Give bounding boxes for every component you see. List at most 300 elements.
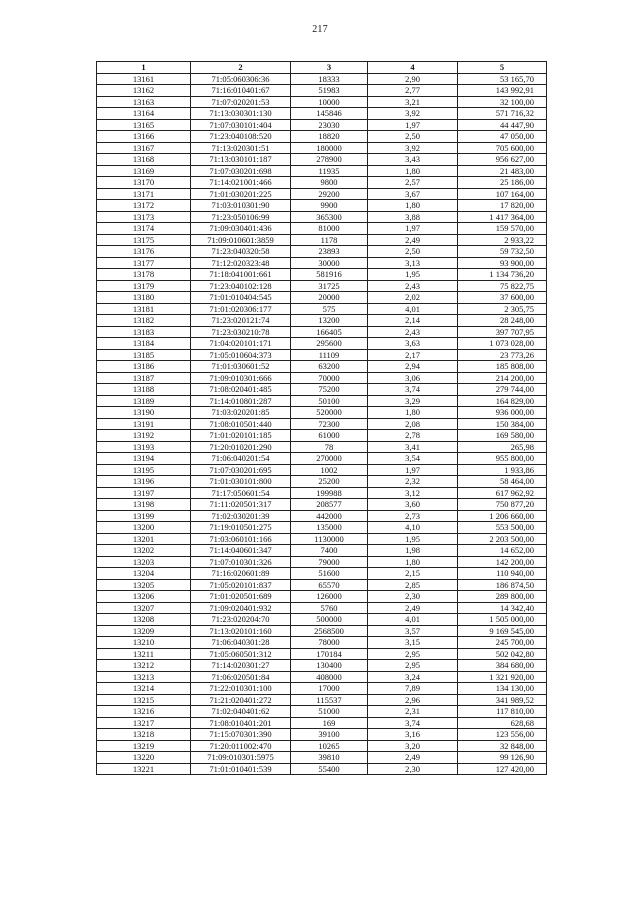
table-row bbox=[97, 395, 547, 407]
amount-cell: 502 042,80 bbox=[458, 648, 547, 660]
amount-cell: 265,98 bbox=[458, 441, 547, 453]
rate-cell: 2,31 bbox=[368, 706, 458, 718]
cadastral-number-cell: 71:09:020401:932 bbox=[191, 602, 291, 614]
area-cell: 30000 bbox=[291, 257, 368, 269]
table-row bbox=[97, 165, 547, 177]
cadastral-number-cell: 71:23:050106:99 bbox=[191, 211, 291, 223]
rate-cell: 3,15 bbox=[368, 637, 458, 649]
row-number-cell: 13169 bbox=[97, 165, 191, 177]
cadastral-number-cell: 71:01:020306:177 bbox=[191, 303, 291, 315]
rate-cell: 2,95 bbox=[368, 648, 458, 660]
cadastral-number-cell: 71:06:040301:28 bbox=[191, 637, 291, 649]
row-number-cell: 13181 bbox=[97, 303, 191, 315]
row-number-cell: 13201 bbox=[97, 533, 191, 545]
rate-cell: 1,97 bbox=[368, 223, 458, 235]
amount-cell: 245 700,00 bbox=[458, 637, 547, 649]
area-cell: 51000 bbox=[291, 706, 368, 718]
row-number-cell: 13167 bbox=[97, 142, 191, 154]
area-cell: 5760 bbox=[291, 602, 368, 614]
rate-cell: 2,32 bbox=[368, 476, 458, 488]
amount-cell: 214 200,00 bbox=[458, 372, 547, 384]
cadastral-number-cell: 71:13:020301:51 bbox=[191, 142, 291, 154]
row-number-cell: 13173 bbox=[97, 211, 191, 223]
amount-cell: 150 384,00 bbox=[458, 418, 547, 430]
row-number-cell: 13202 bbox=[97, 545, 191, 557]
area-cell: 9900 bbox=[291, 200, 368, 212]
rate-cell: 3,60 bbox=[368, 499, 458, 511]
table-row bbox=[97, 487, 547, 499]
cadastral-number-cell: 71:01:020501:689 bbox=[191, 591, 291, 603]
row-number-cell: 13165 bbox=[97, 119, 191, 131]
cadastral-number-cell: 71:01:020101:185 bbox=[191, 430, 291, 442]
cadastral-number-cell: 71:19:010501:275 bbox=[191, 522, 291, 534]
amount-cell: 750 877,20 bbox=[458, 499, 547, 511]
table-row bbox=[97, 545, 547, 557]
amount-cell: 1 073 028,00 bbox=[458, 338, 547, 350]
amount-cell: 9 169 545,00 bbox=[458, 625, 547, 637]
table-row bbox=[97, 614, 547, 626]
row-number-cell: 13196 bbox=[97, 476, 191, 488]
cadastral-number-cell: 71:11:020501:317 bbox=[191, 499, 291, 511]
area-cell: 1178 bbox=[291, 234, 368, 246]
area-cell: 55400 bbox=[291, 763, 368, 775]
area-cell: 9800 bbox=[291, 177, 368, 189]
amount-cell: 123 556,00 bbox=[458, 729, 547, 741]
table-row bbox=[97, 499, 547, 511]
row-number-cell: 13178 bbox=[97, 269, 191, 281]
table-row bbox=[97, 246, 547, 258]
rate-cell: 2,49 bbox=[368, 234, 458, 246]
amount-cell: 21 483,00 bbox=[458, 165, 547, 177]
amount-cell: 75 822,75 bbox=[458, 280, 547, 292]
cadastral-number-cell: 71:23:040108:520 bbox=[191, 131, 291, 143]
rate-cell: 1,97 bbox=[368, 119, 458, 131]
table-row bbox=[97, 625, 547, 637]
area-cell: 81000 bbox=[291, 223, 368, 235]
amount-cell: 44 447,90 bbox=[458, 119, 547, 131]
rate-cell: 1,97 bbox=[368, 464, 458, 476]
area-cell: 1130000 bbox=[291, 533, 368, 545]
cadastral-number-cell: 71:18:041001:661 bbox=[191, 269, 291, 281]
row-number-cell: 13215 bbox=[97, 694, 191, 706]
cadastral-number-cell: 71:08:010401:201 bbox=[191, 717, 291, 729]
table-row bbox=[97, 96, 547, 108]
area-cell: 23030 bbox=[291, 119, 368, 131]
row-number-cell: 13206 bbox=[97, 591, 191, 603]
rate-cell: 2,30 bbox=[368, 763, 458, 775]
row-number-cell: 13192 bbox=[97, 430, 191, 442]
column-header: 4 bbox=[368, 62, 458, 74]
rate-cell: 3,41 bbox=[368, 441, 458, 453]
row-number-cell: 13190 bbox=[97, 407, 191, 419]
amount-cell: 397 707,95 bbox=[458, 326, 547, 338]
row-number-cell: 13162 bbox=[97, 85, 191, 97]
rate-cell: 2,02 bbox=[368, 292, 458, 304]
row-number-cell: 13184 bbox=[97, 338, 191, 350]
rate-cell: 1,95 bbox=[368, 269, 458, 281]
area-cell: 365300 bbox=[291, 211, 368, 223]
parcel-table bbox=[96, 61, 547, 775]
amount-cell: 142 200,00 bbox=[458, 556, 547, 568]
row-number-cell: 13210 bbox=[97, 637, 191, 649]
cadastral-number-cell: 71:09:010301:5975 bbox=[191, 752, 291, 764]
table-row bbox=[97, 108, 547, 120]
cadastral-number-cell: 71:07:010301:326 bbox=[191, 556, 291, 568]
amount-cell: 25 186,00 bbox=[458, 177, 547, 189]
area-cell: 72300 bbox=[291, 418, 368, 430]
amount-cell: 32 100,00 bbox=[458, 96, 547, 108]
cadastral-number-cell: 71:22:010301:100 bbox=[191, 683, 291, 695]
amount-cell: 279 744,00 bbox=[458, 384, 547, 396]
cadastral-number-cell: 71:16:020601:89 bbox=[191, 568, 291, 580]
table-row bbox=[97, 349, 547, 361]
amount-cell: 185 808,00 bbox=[458, 361, 547, 373]
area-cell: 51600 bbox=[291, 568, 368, 580]
rate-cell: 3,43 bbox=[368, 154, 458, 166]
row-number-cell: 13163 bbox=[97, 96, 191, 108]
table-row bbox=[97, 154, 547, 166]
rate-cell: 4,01 bbox=[368, 614, 458, 626]
cadastral-number-cell: 71:07:030101:404 bbox=[191, 119, 291, 131]
cadastral-number-cell: 71:06:040201:54 bbox=[191, 453, 291, 465]
cadastral-number-cell: 71:04:020101:171 bbox=[191, 338, 291, 350]
table-row bbox=[97, 441, 547, 453]
area-cell: 270000 bbox=[291, 453, 368, 465]
rate-cell: 3,54 bbox=[368, 453, 458, 465]
rate-cell: 3,13 bbox=[368, 257, 458, 269]
row-number-cell: 13207 bbox=[97, 602, 191, 614]
table-row bbox=[97, 717, 547, 729]
amount-cell: 99 126,90 bbox=[458, 752, 547, 764]
area-cell: 278900 bbox=[291, 154, 368, 166]
row-number-cell: 13185 bbox=[97, 349, 191, 361]
row-number-cell: 13182 bbox=[97, 315, 191, 327]
amount-cell: 110 940,00 bbox=[458, 568, 547, 580]
amount-cell: 164 829,00 bbox=[458, 395, 547, 407]
table-row bbox=[97, 556, 547, 568]
row-number-cell: 13189 bbox=[97, 395, 191, 407]
area-cell: 70000 bbox=[291, 372, 368, 384]
rate-cell: 2,73 bbox=[368, 510, 458, 522]
table-row bbox=[97, 637, 547, 649]
row-number-cell: 13168 bbox=[97, 154, 191, 166]
amount-cell: 341 989,52 bbox=[458, 694, 547, 706]
cadastral-number-cell: 71:23:020121:74 bbox=[191, 315, 291, 327]
area-cell: 581916 bbox=[291, 269, 368, 281]
row-number-cell: 13176 bbox=[97, 246, 191, 258]
cadastral-number-cell: 71:01:030101:800 bbox=[191, 476, 291, 488]
rate-cell: 3,74 bbox=[368, 384, 458, 396]
amount-cell: 134 130,00 bbox=[458, 683, 547, 695]
area-cell: 166405 bbox=[291, 326, 368, 338]
table-row bbox=[97, 568, 547, 580]
table-row bbox=[97, 430, 547, 442]
area-cell: 208577 bbox=[291, 499, 368, 511]
area-cell: 500000 bbox=[291, 614, 368, 626]
table-row bbox=[97, 73, 547, 85]
rate-cell: 3,92 bbox=[368, 142, 458, 154]
area-cell: 11109 bbox=[291, 349, 368, 361]
cadastral-number-cell: 71:13:020101:160 bbox=[191, 625, 291, 637]
row-number-cell: 13193 bbox=[97, 441, 191, 453]
cadastral-number-cell: 71:01:010401:539 bbox=[191, 763, 291, 775]
amount-cell: 2 933,22 bbox=[458, 234, 547, 246]
rate-cell: 3,88 bbox=[368, 211, 458, 223]
area-cell: 135000 bbox=[291, 522, 368, 534]
table-row bbox=[97, 453, 547, 465]
rate-cell: 2,85 bbox=[368, 579, 458, 591]
amount-cell: 1 933,86 bbox=[458, 464, 547, 476]
row-number-cell: 13170 bbox=[97, 177, 191, 189]
cadastral-number-cell: 71:05:060306:36 bbox=[191, 73, 291, 85]
cadastral-number-cell: 71:23:030210:78 bbox=[191, 326, 291, 338]
row-number-cell: 13188 bbox=[97, 384, 191, 396]
table-row bbox=[97, 683, 547, 695]
rate-cell: 2,94 bbox=[368, 361, 458, 373]
cadastral-number-cell: 71:17:050601:54 bbox=[191, 487, 291, 499]
row-number-cell: 13177 bbox=[97, 257, 191, 269]
cadastral-number-cell: 71:07:030201:695 bbox=[191, 464, 291, 476]
amount-cell: 23 773,26 bbox=[458, 349, 547, 361]
row-number-cell: 13166 bbox=[97, 131, 191, 143]
table-row bbox=[97, 752, 547, 764]
cadastral-number-cell: 71:20:011002:470 bbox=[191, 740, 291, 752]
area-cell: 10265 bbox=[291, 740, 368, 752]
row-number-cell: 13212 bbox=[97, 660, 191, 672]
table-row bbox=[97, 119, 547, 131]
area-cell: 18820 bbox=[291, 131, 368, 143]
rate-cell: 3,74 bbox=[368, 717, 458, 729]
amount-cell: 14 342,40 bbox=[458, 602, 547, 614]
table-row bbox=[97, 729, 547, 741]
table-row bbox=[97, 694, 547, 706]
area-cell: 408000 bbox=[291, 671, 368, 683]
row-number-cell: 13171 bbox=[97, 188, 191, 200]
rate-cell: 3,29 bbox=[368, 395, 458, 407]
table-row bbox=[97, 660, 547, 672]
row-number-cell: 13205 bbox=[97, 579, 191, 591]
row-number-cell: 13161 bbox=[97, 73, 191, 85]
area-cell: 520000 bbox=[291, 407, 368, 419]
rate-cell: 3,12 bbox=[368, 487, 458, 499]
row-number-cell: 13194 bbox=[97, 453, 191, 465]
amount-cell: 2 305,75 bbox=[458, 303, 547, 315]
row-number-cell: 13211 bbox=[97, 648, 191, 660]
rate-cell: 3,20 bbox=[368, 740, 458, 752]
amount-cell: 384 680,00 bbox=[458, 660, 547, 672]
table-row bbox=[97, 303, 547, 315]
row-number-cell: 13172 bbox=[97, 200, 191, 212]
amount-cell: 37 600,00 bbox=[458, 292, 547, 304]
row-number-cell: 13197 bbox=[97, 487, 191, 499]
table-row bbox=[97, 706, 547, 718]
table-row bbox=[97, 200, 547, 212]
table-row bbox=[97, 533, 547, 545]
area-cell: 199988 bbox=[291, 487, 368, 499]
amount-cell: 17 820,00 bbox=[458, 200, 547, 212]
row-number-cell: 13164 bbox=[97, 108, 191, 120]
area-cell: 17000 bbox=[291, 683, 368, 695]
area-cell: 39100 bbox=[291, 729, 368, 741]
cadastral-number-cell: 71:02:030201:39 bbox=[191, 510, 291, 522]
amount-cell: 169 580,00 bbox=[458, 430, 547, 442]
row-number-cell: 13218 bbox=[97, 729, 191, 741]
area-cell: 23893 bbox=[291, 246, 368, 258]
table-row bbox=[97, 188, 547, 200]
row-number-cell: 13213 bbox=[97, 671, 191, 683]
row-number-cell: 13186 bbox=[97, 361, 191, 373]
rate-cell: 3,06 bbox=[368, 372, 458, 384]
cadastral-number-cell: 71:06:020501:84 bbox=[191, 671, 291, 683]
table-row bbox=[97, 579, 547, 591]
table-row bbox=[97, 763, 547, 775]
cadastral-number-cell: 71:08:020401:485 bbox=[191, 384, 291, 396]
cadastral-number-cell: 71:01:030201:225 bbox=[191, 188, 291, 200]
cadastral-number-cell: 71:07:020201:53 bbox=[191, 96, 291, 108]
amount-cell: 1 206 660,00 bbox=[458, 510, 547, 522]
row-number-cell: 13199 bbox=[97, 510, 191, 522]
amount-cell: 628,68 bbox=[458, 717, 547, 729]
table-row bbox=[97, 510, 547, 522]
area-cell: 1002 bbox=[291, 464, 368, 476]
cadastral-number-cell: 71:14:020301:27 bbox=[191, 660, 291, 672]
table-header-row bbox=[97, 62, 547, 74]
cadastral-number-cell: 71:09:010601:3859 bbox=[191, 234, 291, 246]
area-cell: 11935 bbox=[291, 165, 368, 177]
area-cell: 169 bbox=[291, 717, 368, 729]
area-cell: 29200 bbox=[291, 188, 368, 200]
cadastral-number-cell: 71:16:010401:67 bbox=[191, 85, 291, 97]
cadastral-number-cell: 71:02:040401:62 bbox=[191, 706, 291, 718]
amount-cell: 107 164,00 bbox=[458, 188, 547, 200]
cadastral-number-cell: 71:21:020401:272 bbox=[191, 694, 291, 706]
rate-cell: 4,01 bbox=[368, 303, 458, 315]
table-row bbox=[97, 234, 547, 246]
area-cell: 63200 bbox=[291, 361, 368, 373]
table-row bbox=[97, 602, 547, 614]
amount-cell: 186 874,50 bbox=[458, 579, 547, 591]
row-number-cell: 13217 bbox=[97, 717, 191, 729]
area-cell: 145846 bbox=[291, 108, 368, 120]
rate-cell: 1,95 bbox=[368, 533, 458, 545]
amount-cell: 617 962,92 bbox=[458, 487, 547, 499]
rate-cell: 2,49 bbox=[368, 752, 458, 764]
amount-cell: 1 505 000,00 bbox=[458, 614, 547, 626]
rate-cell: 2,50 bbox=[368, 131, 458, 143]
cadastral-number-cell: 71:03:010301:90 bbox=[191, 200, 291, 212]
area-cell: 13200 bbox=[291, 315, 368, 327]
amount-cell: 2 203 500,00 bbox=[458, 533, 547, 545]
table-row bbox=[97, 315, 547, 327]
rate-cell: 2,43 bbox=[368, 280, 458, 292]
table-row bbox=[97, 85, 547, 97]
amount-cell: 159 570,00 bbox=[458, 223, 547, 235]
row-number-cell: 13183 bbox=[97, 326, 191, 338]
cadastral-number-cell: 71:05:020101:837 bbox=[191, 579, 291, 591]
area-cell: 78000 bbox=[291, 637, 368, 649]
row-number-cell: 13195 bbox=[97, 464, 191, 476]
cadastral-number-cell: 71:01:030601:52 bbox=[191, 361, 291, 373]
row-number-cell: 13175 bbox=[97, 234, 191, 246]
rate-cell: 1,98 bbox=[368, 545, 458, 557]
cadastral-number-cell: 71:13:030101:187 bbox=[191, 154, 291, 166]
table-row bbox=[97, 361, 547, 373]
area-cell: 20000 bbox=[291, 292, 368, 304]
column-header: 1 bbox=[97, 62, 191, 74]
rate-cell: 3,67 bbox=[368, 188, 458, 200]
amount-cell: 553 500,00 bbox=[458, 522, 547, 534]
table-row bbox=[97, 372, 547, 384]
rate-cell: 2,43 bbox=[368, 326, 458, 338]
table-row bbox=[97, 211, 547, 223]
rate-cell: 2,49 bbox=[368, 602, 458, 614]
area-cell: 115537 bbox=[291, 694, 368, 706]
rate-cell: 3,21 bbox=[368, 96, 458, 108]
cadastral-number-cell: 71:14:021001:466 bbox=[191, 177, 291, 189]
amount-cell: 956 627,00 bbox=[458, 154, 547, 166]
cadastral-number-cell: 71:23:040320:58 bbox=[191, 246, 291, 258]
table-row bbox=[97, 223, 547, 235]
amount-cell: 47 050,00 bbox=[458, 131, 547, 143]
table-row bbox=[97, 338, 547, 350]
rate-cell: 3,92 bbox=[368, 108, 458, 120]
area-cell: 18333 bbox=[291, 73, 368, 85]
amount-cell: 143 992,91 bbox=[458, 85, 547, 97]
table-row bbox=[97, 384, 547, 396]
table-row bbox=[97, 326, 547, 338]
area-cell: 575 bbox=[291, 303, 368, 315]
area-cell: 10000 bbox=[291, 96, 368, 108]
row-number-cell: 13209 bbox=[97, 625, 191, 637]
table-row bbox=[97, 131, 547, 143]
area-cell: 2568500 bbox=[291, 625, 368, 637]
row-number-cell: 13219 bbox=[97, 740, 191, 752]
rate-cell: 1,80 bbox=[368, 165, 458, 177]
amount-cell: 289 800,00 bbox=[458, 591, 547, 603]
cadastral-number-cell: 71:08:010501:440 bbox=[191, 418, 291, 430]
cadastral-number-cell: 71:07:030201:698 bbox=[191, 165, 291, 177]
amount-cell: 14 652,00 bbox=[458, 545, 547, 557]
cadastral-number-cell: 71:03:020201:85 bbox=[191, 407, 291, 419]
page-number: 217 bbox=[312, 24, 328, 35]
row-number-cell: 13174 bbox=[97, 223, 191, 235]
row-number-cell: 13203 bbox=[97, 556, 191, 568]
rate-cell: 1,80 bbox=[368, 407, 458, 419]
table-row bbox=[97, 476, 547, 488]
amount-cell: 571 716,32 bbox=[458, 108, 547, 120]
column-header: 2 bbox=[191, 62, 291, 74]
amount-cell: 955 800,00 bbox=[458, 453, 547, 465]
area-cell: 61000 bbox=[291, 430, 368, 442]
row-number-cell: 13204 bbox=[97, 568, 191, 580]
rate-cell: 7,89 bbox=[368, 683, 458, 695]
cadastral-number-cell: 71:15:070301:390 bbox=[191, 729, 291, 741]
rate-cell: 2,77 bbox=[368, 85, 458, 97]
rate-cell: 2,14 bbox=[368, 315, 458, 327]
rate-cell: 2,30 bbox=[368, 591, 458, 603]
table-body bbox=[97, 73, 547, 775]
rate-cell: 1,80 bbox=[368, 200, 458, 212]
cadastral-number-cell: 71:01:010404:545 bbox=[191, 292, 291, 304]
table-row bbox=[97, 280, 547, 292]
table-row bbox=[97, 269, 547, 281]
table-row bbox=[97, 671, 547, 683]
cadastral-number-cell: 71:14:040601:347 bbox=[191, 545, 291, 557]
table-row bbox=[97, 418, 547, 430]
cadastral-number-cell: 71:13:030301:130 bbox=[191, 108, 291, 120]
table-row bbox=[97, 464, 547, 476]
area-cell: 170184 bbox=[291, 648, 368, 660]
